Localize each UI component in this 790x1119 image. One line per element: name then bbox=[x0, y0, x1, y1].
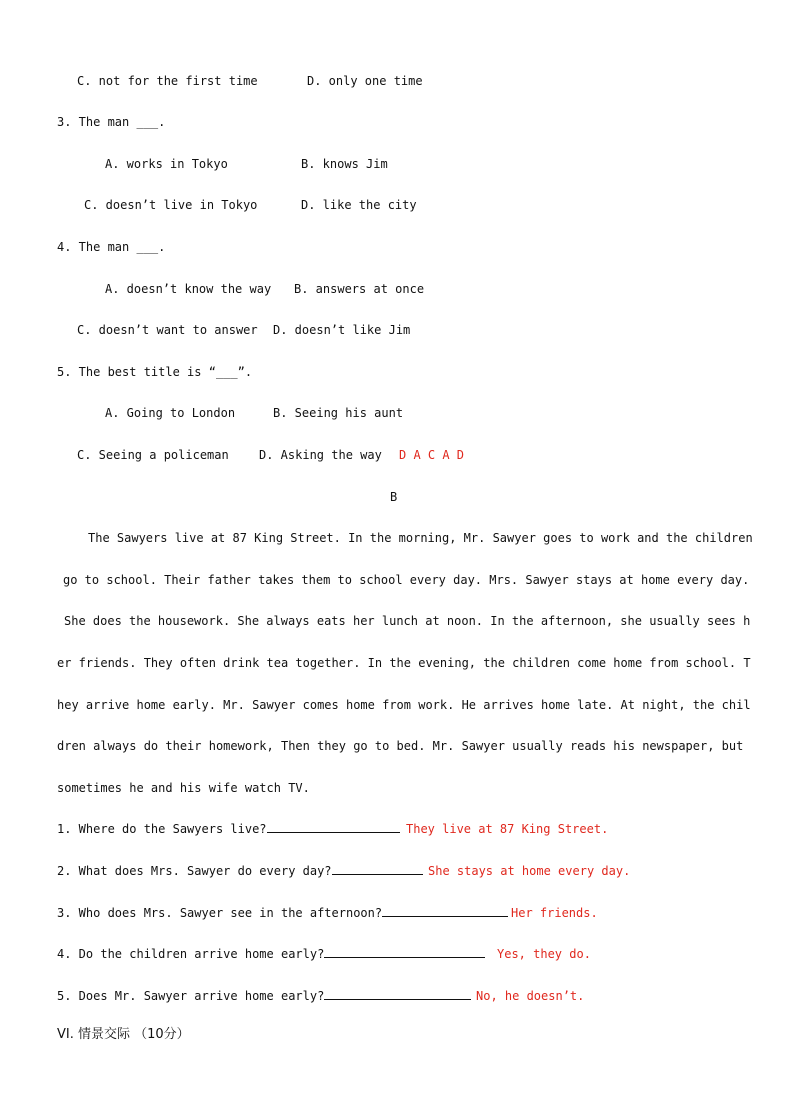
q3-option-b: B. knows Jim bbox=[301, 157, 388, 171]
answer-b-2: She stays at home every day. bbox=[428, 864, 631, 878]
q4-option-c: C. doesn’t want to answer bbox=[77, 323, 258, 337]
question-b-1: 1. Where do the Sawyers live? bbox=[57, 821, 400, 837]
passage-line: She does the housework. She always eats her lunch at noon. In the afternoon, she usually sees h bbox=[64, 614, 751, 628]
q3-stem: 3. The man ___. bbox=[57, 115, 166, 129]
question-b-3: 3. Who does Mrs. Sawyer see in the afternoon? bbox=[57, 905, 508, 921]
question-b-5: 5. Does Mr. Sawyer arrive home early? bbox=[57, 988, 471, 1004]
q5-stem: 5. The best title is “___”. bbox=[57, 365, 253, 379]
q5-option-b: B. Seeing his aunt bbox=[273, 406, 404, 420]
q5-option-d: D. Asking the way bbox=[259, 448, 382, 462]
passage-line: dren always do their homework, Then they go to bed. Mr. Sawyer usually reads his newspaper, but bbox=[57, 739, 744, 753]
q3-option-a: A. works in Tokyo bbox=[105, 157, 228, 171]
q4-option-b: B. answers at once bbox=[294, 282, 425, 296]
passage-b-heading: B bbox=[390, 490, 398, 504]
answer-b-5: No, he doesn’t. bbox=[476, 989, 585, 1003]
passage-line: The Sawyers live at 87 King Street. In the morning, Mr. Sawyer goes to work and the children bbox=[88, 531, 753, 545]
q5-option-c: C. Seeing a policeman bbox=[77, 448, 229, 462]
q2-option-d: D. only one time bbox=[307, 74, 423, 88]
q3-option-d: D. like the city bbox=[301, 198, 417, 212]
passage-line: sometimes he and his wife watch TV. bbox=[57, 781, 310, 795]
passage-line: hey arrive home early. Mr. Sawyer comes home from work. He arrives home late. At night, the chil bbox=[57, 698, 751, 712]
passage-line: go to school. Their father takes them to school every day. Mrs. Sawyer stays at home every day. bbox=[63, 573, 750, 587]
answer-b-1: They live at 87 King Street. bbox=[406, 822, 609, 836]
q3-option-c: C. doesn’t live in Tokyo bbox=[84, 198, 258, 212]
section-vi-heading: VI. 情景交际 （10分） bbox=[57, 1027, 190, 1042]
q4-option-d: D. doesn’t like Jim bbox=[273, 323, 411, 337]
answer-b-3: Her friends. bbox=[511, 906, 598, 920]
answers-part-a: D A C A D bbox=[399, 448, 465, 462]
question-b-4: 4. Do the children arrive home early? bbox=[57, 946, 485, 962]
q4-option-a: A. doesn’t know the way bbox=[105, 282, 272, 296]
q5-option-a: A. Going to London bbox=[105, 406, 236, 420]
answer-b-4: Yes, they do. bbox=[497, 947, 591, 961]
passage-line: er friends. They often drink tea together. In the evening, the children come home from school. T bbox=[57, 656, 751, 670]
q4-stem: 4. The man ___. bbox=[57, 240, 166, 254]
question-b-2: 2. What does Mrs. Sawyer do every day? bbox=[57, 863, 423, 879]
q2-option-c: C. not for the first time bbox=[77, 74, 258, 88]
